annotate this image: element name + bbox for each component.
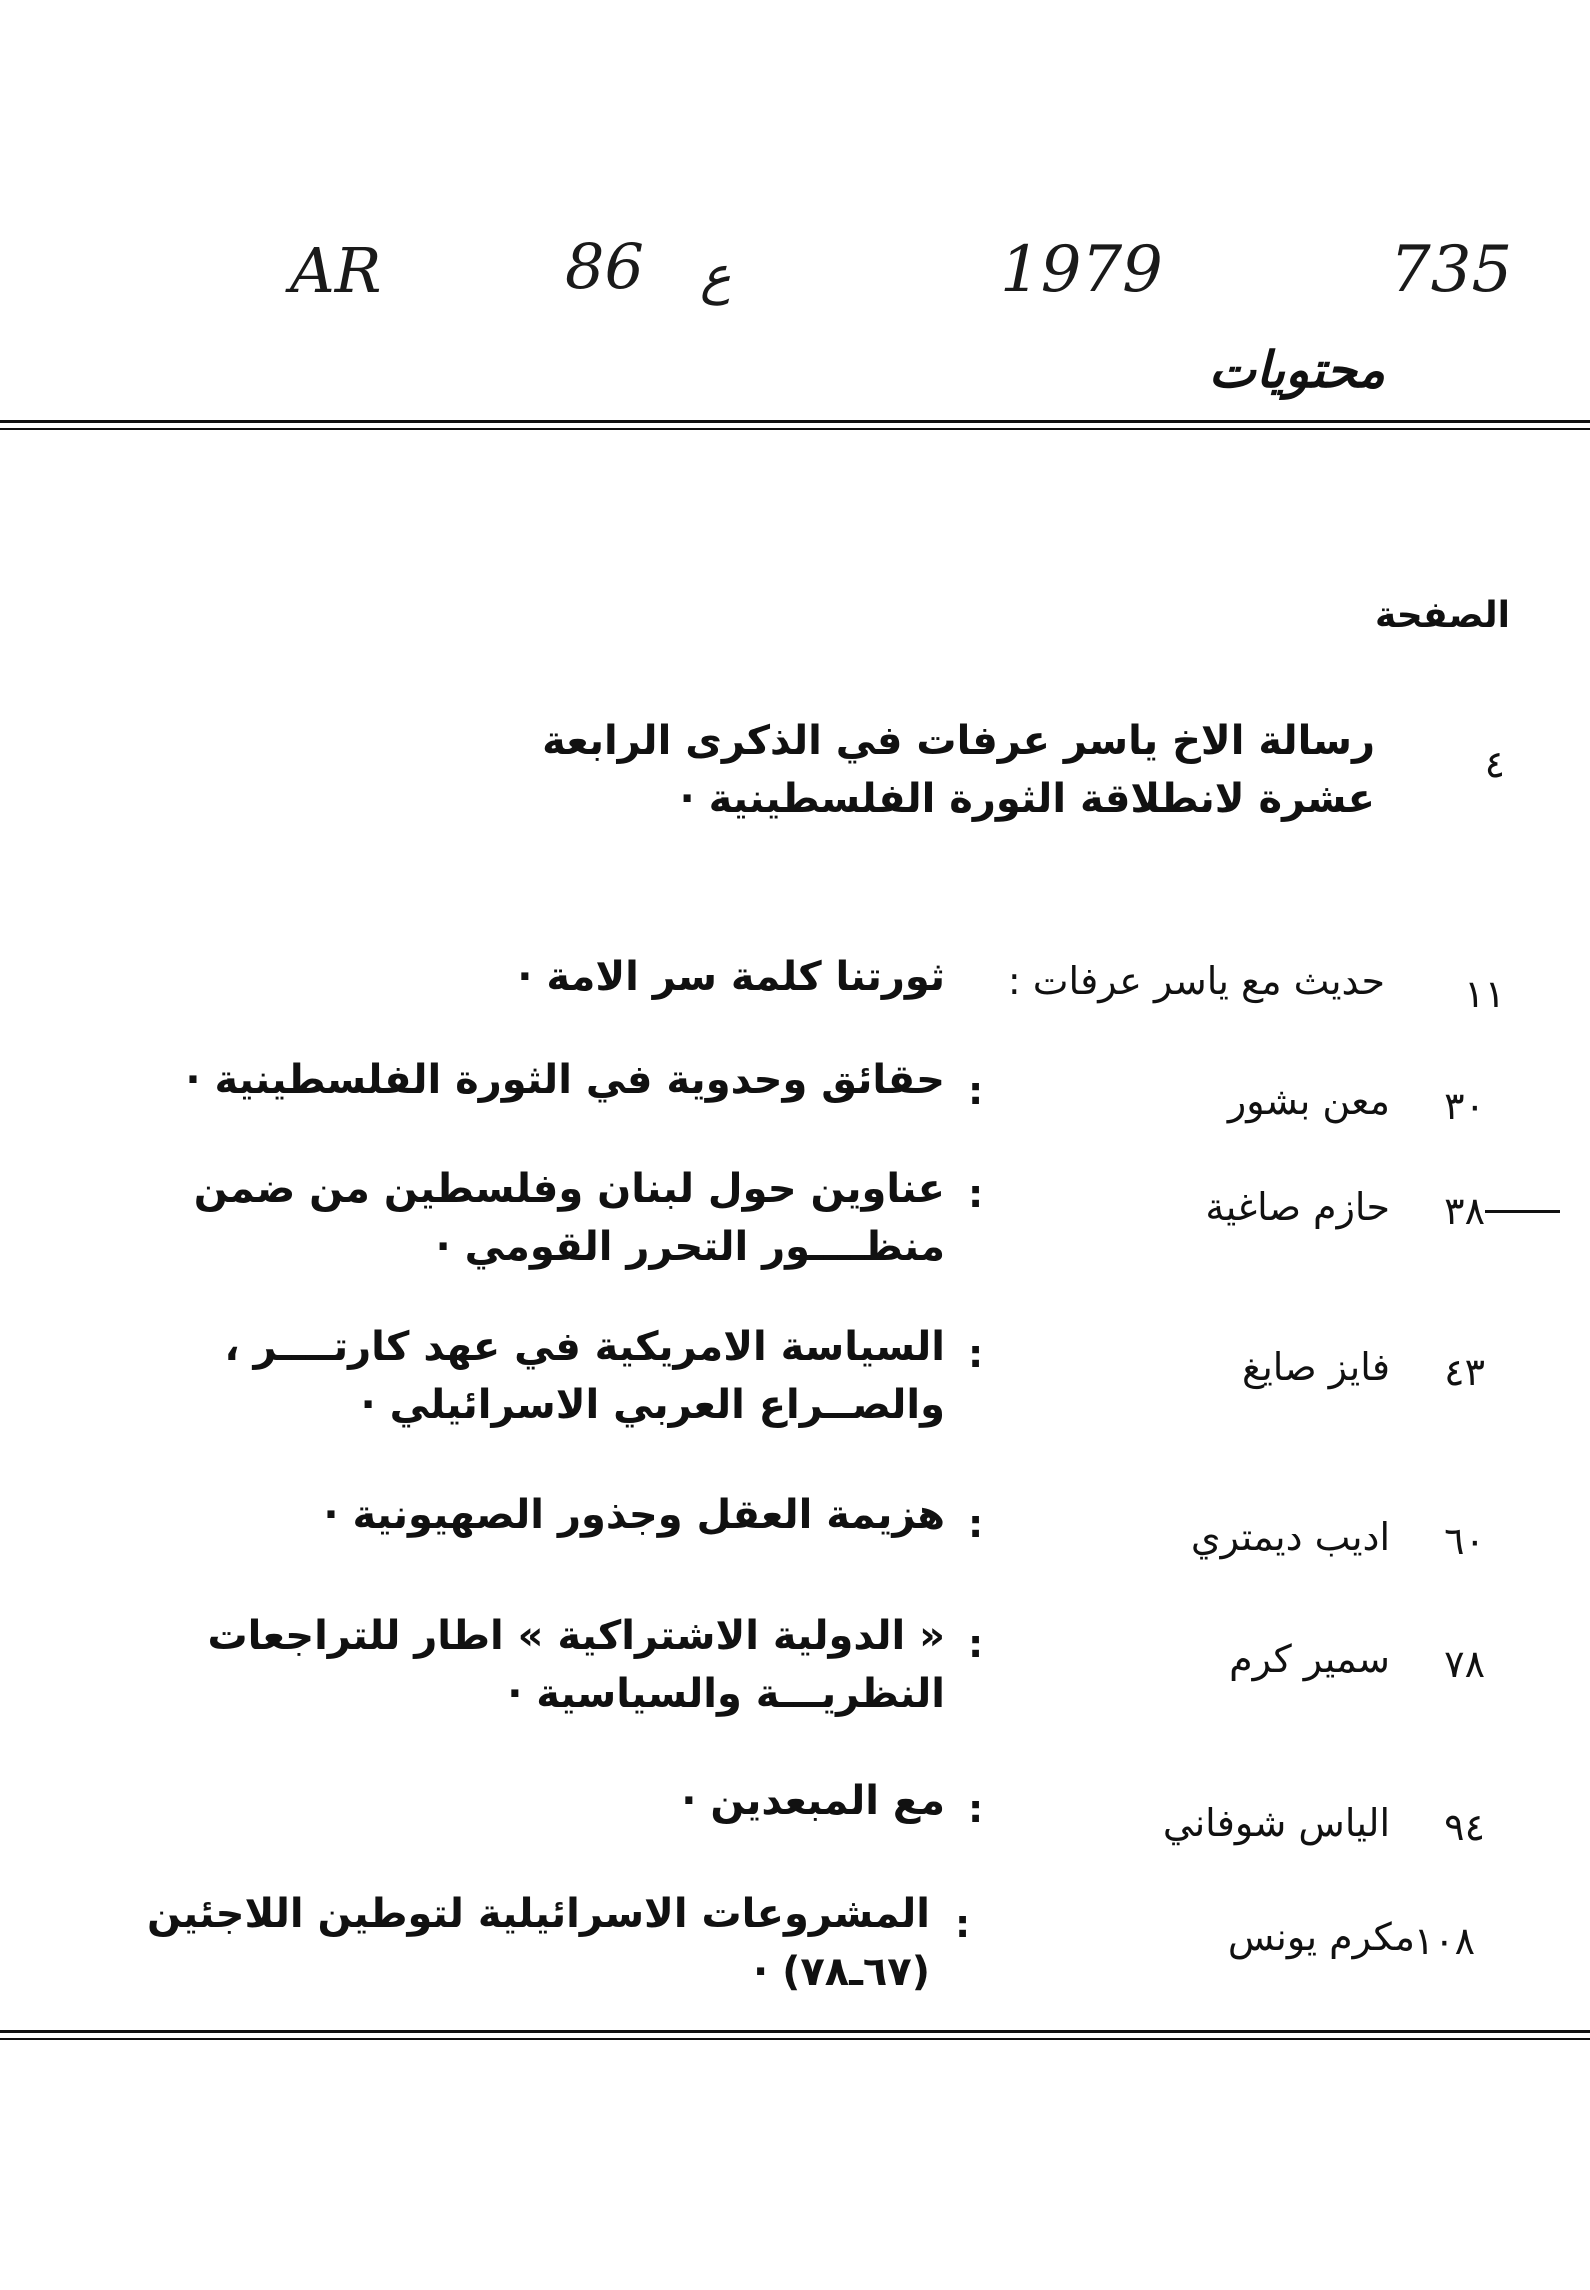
handwritten-mark-year: 1979 — [1000, 233, 1163, 307]
entry-page-number: ٣٠ — [1444, 1084, 1485, 1128]
entry-title: مع المبعدين · — [681, 1778, 945, 1824]
entry-author: حازم صاغية — [1205, 1185, 1390, 1229]
bottom-rule-secondary — [0, 2038, 1590, 2040]
entry-colon: : — [968, 1622, 984, 1666]
entry-title: المشروعات الاسرائيلية لتوطين اللاجئين (٦٧ـ٧٨) · — [146, 1891, 930, 1995]
entry-author: مكرم يونس — [1227, 1915, 1415, 1959]
page-title: محتويات — [1208, 341, 1385, 399]
top-rule — [0, 420, 1590, 423]
entry-page-number: ٤٣ — [1444, 1350, 1485, 1394]
entry-lead-text: حديث مع ياسر عرفات : — [1007, 959, 1385, 1003]
page-column-label: الصفحة — [1374, 595, 1510, 636]
entry-title: رسالة الاخ ياسر عرفات في الذكرى الرابعة عشرة لانطلاقة الثورة الفلسطينية · — [542, 718, 1375, 822]
entry-author: اديب ديمتري — [1190, 1515, 1390, 1559]
entry-title: السياسة الامريكية في عهد كارتــــر ، والصــراع العربي الاسرائيلي · — [224, 1324, 945, 1428]
entry-author: فايز صايغ — [1241, 1345, 1390, 1389]
entry-author: سمير كرم — [1229, 1637, 1390, 1681]
entry-colon: : — [968, 1787, 984, 1831]
entry-colon: : — [968, 1332, 984, 1376]
entry-author: الياس شوفاني — [1162, 1801, 1390, 1845]
margin-dash-mark — [1485, 1210, 1560, 1213]
handwritten-mark-ain: ع — [700, 246, 732, 306]
entry-title: ثورتنا كلمة سر الامة · — [517, 954, 945, 1000]
entry-colon: : — [968, 1172, 984, 1216]
entry-colon: : — [955, 1902, 971, 1946]
entry-page-number: ٤ — [1484, 742, 1505, 786]
handwritten-mark-ar: AR — [290, 234, 382, 307]
entry-colon: : — [968, 1069, 984, 1113]
entry-page-number: ١١ — [1464, 972, 1505, 1016]
entry-title: عناوين حول لبنان وفلسطين من ضمن منظــــور التحرر القومي · — [193, 1166, 945, 1270]
entry-colon: : — [968, 1502, 984, 1546]
entry-page-number: ٩٤ — [1444, 1805, 1485, 1849]
entry-page-number: ٣٨ — [1444, 1189, 1485, 1233]
entry-page-number: ١٠٨ — [1413, 1919, 1475, 1963]
handwritten-mark-735: 735 — [1390, 233, 1513, 307]
entry-title: حقائق وحدوية في الثورة الفلسطينية · — [185, 1057, 945, 1103]
entry-title: « الدولية الاشتراكية » اطار للتراجعات النظريـــة والسياسية · — [207, 1613, 945, 1717]
handwritten-mark-86: 86 — [565, 230, 644, 303]
entry-page-number: ٦٠ — [1444, 1519, 1485, 1563]
top-rule-secondary — [0, 428, 1590, 430]
entry-page-number: ٧٨ — [1444, 1642, 1485, 1686]
entry-title: هزيمة العقل وجذور الصهيونية · — [323, 1492, 945, 1538]
entry-author: معن بشور — [1227, 1079, 1390, 1123]
bottom-rule — [0, 2030, 1590, 2033]
